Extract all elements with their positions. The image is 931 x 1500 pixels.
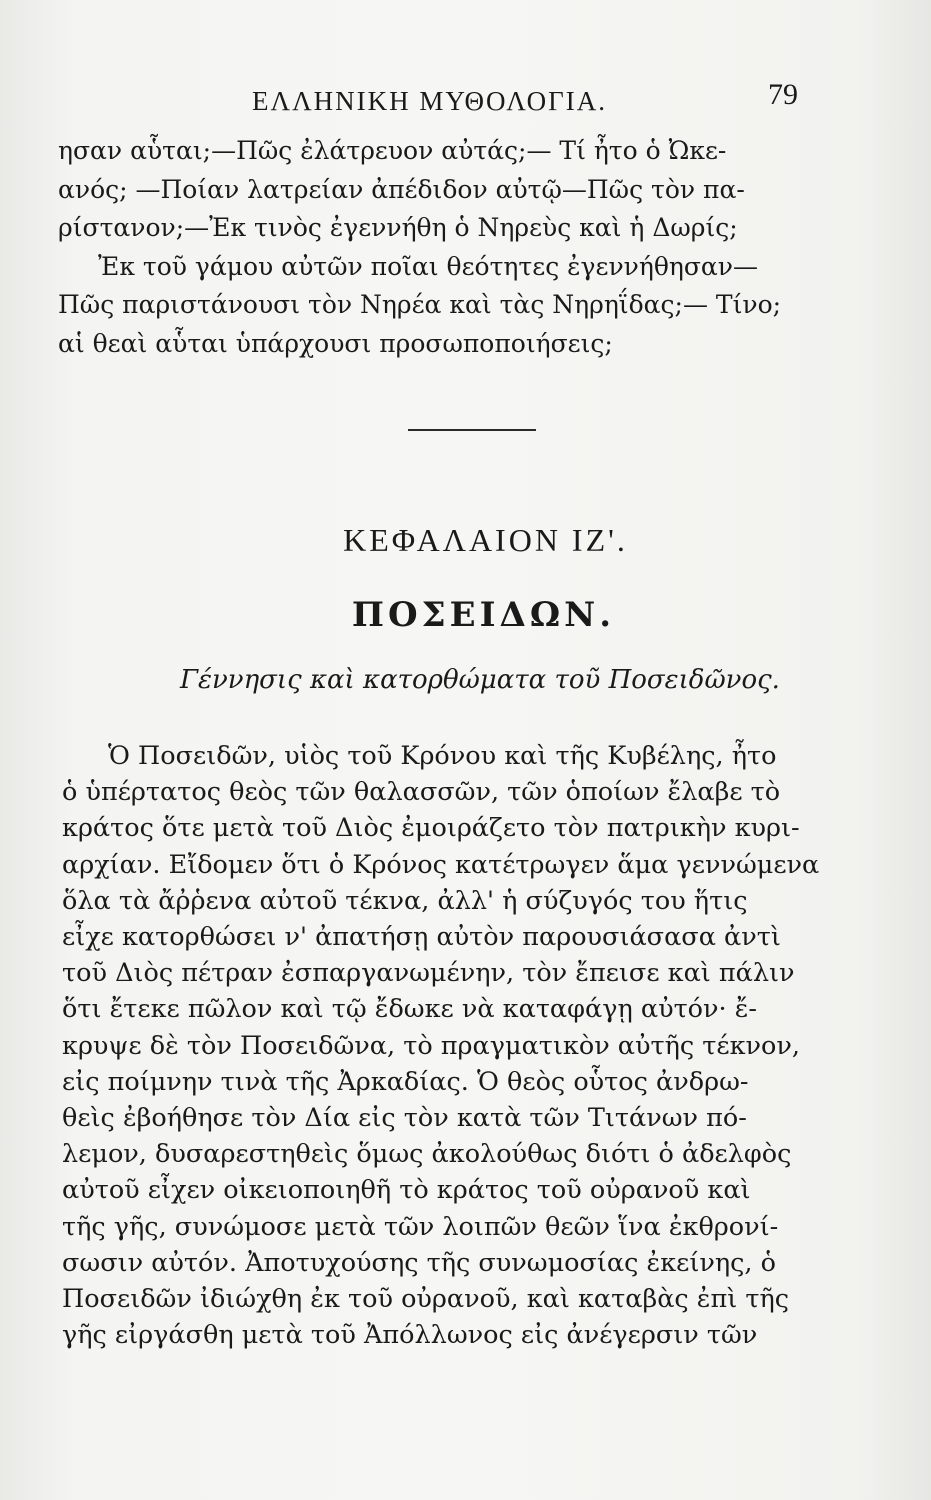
question-line: Ἐκ τοῦ γάμου αὐτῶν ποῖαι θεότητες ἐγεννήθησαν— [98,251,758,281]
body-line: ὁ ὑπέρτατος θεὸς τῶν θαλασσῶν, τῶν ὁποίων ἔλαβε τὸ [62,777,781,808]
body-line: γῆς εἰργάσθη μετὰ τοῦ Ἀπόλλωνος εἰς ἀνέγερσιν τῶν [62,1320,758,1351]
section-title: ΠΟΣΕΙΔΩΝ. [351,595,616,635]
body-line: κράτος ὅτε μετὰ τοῦ Διὸς ἐμοιράζετο τὸν πατρικὴν κυρι- [62,813,800,844]
question-line: ανός; —Ποίαν λατρείαν ἀπέδιδον αὐτῷ—Πῶς τὸν πα- [58,174,745,204]
review-questions [58,132,878,363]
body-line: τῆς γῆς, συνώμοσε μετὰ τῶν λοιπῶν θεῶν ἵνα ἐκθρονί- [62,1211,779,1242]
section-heading [0,595,931,635]
body-line: τοῦ Διὸς πέτραν ἐσπαργανωμένην, τὸν ἔπεισε καὶ πάλιν [62,958,795,989]
running-title: ΕΛΛΗΝΙΚΗ ΜΥΘΟΛΟΓΙΑ. [252,86,608,116]
body-line: κρυψε δὲ τὸν Ποσειδῶνα, τὸ πραγματικὸν αὐτῆς τέκνον, [62,1030,801,1061]
section-subtitle: Γέννησις καὶ κατορθώματα τοῦ Ποσειδῶνος. [180,665,780,695]
body-text [62,738,882,1353]
body-line: αρχίαν. Εἴδομεν ὅτι ὁ Κρόνος κατέτρωγεν ἅμα γεννώμενα [62,849,820,880]
body-line: θεὶς ἐβοήθησε τὸν Δία εἰς τὸν κατὰ τῶν Τιτάνων πό- [62,1103,747,1134]
chapter-label: ΚΕΦΑΛΑΙΟΝ ΙΖ'. [343,522,628,558]
body-line: εἶχε κατορθώσει ν' ἀπατήσῃ αὐτὸν παρουσιάσασα ἀντὶ [62,922,781,953]
body-line: ὅλα τὰ ἄῤῥενα αὐτοῦ τέκνα, ἀλλ' ἡ σύζυγός του ἥτις [62,885,748,916]
body-line: Ὁ Ποσειδῶν, υἱὸς τοῦ Κρόνου καὶ τῆς Κυβέλης, ἦτο [108,741,777,771]
body-line: σωσιν αὐτόν. Ἀποτυχούσης τῆς συνωμοσίας ἐκείνης, ὁ [62,1247,776,1278]
body-line: Ποσειδῶν ἰδιώχθη ἐκ τοῦ οὐρανοῦ, καὶ καταβὰς ἐπὶ τῆς [62,1284,790,1315]
body-line: αὐτοῦ εἶχεν οἰκειοποιηθῆ τὸ κράτος τοῦ οὐρανοῦ καὶ [62,1175,751,1206]
chapter-heading [0,522,931,559]
body-line: λεμον, δυσαρεστηθεὶς ὅμως ἀκολούθως διότι ὁ ἀδελφὸς [62,1139,792,1170]
question-line: Πῶς παριστάνουσι τὸν Νηρέα καὶ τὰς Νηρηΐδας;— Τίνο; [58,290,782,319]
page-header [0,78,931,118]
body-line: ὅτι ἔτεκε πῶλον καὶ τῷ ἔδωκε νὰ καταφάγῃ αὐτόν· ἔ- [62,994,758,1025]
question-line: αἱ θεαὶ αὗται ὑπάρχουσι προσωποποιήσεις; [58,328,613,358]
question-line: ησαν αὗται;—Πῶς ἐλάτρευον αὐτάς;— Τί ἦτο ὁ Ὠκε- [58,136,727,165]
page-number: 79 [768,78,798,111]
section-divider [408,429,536,431]
question-line: ρίστανον;—Ἐκ τινὸς ἐγεννήθη ὁ Νηρεὺς καὶ ἡ Δωρίς; [58,213,738,242]
body-line: εἰς ποίμνην τινὰ τῆς Ἀρκαδίας. Ὁ θεὸς οὗτος ἀνδρω- [62,1066,749,1097]
